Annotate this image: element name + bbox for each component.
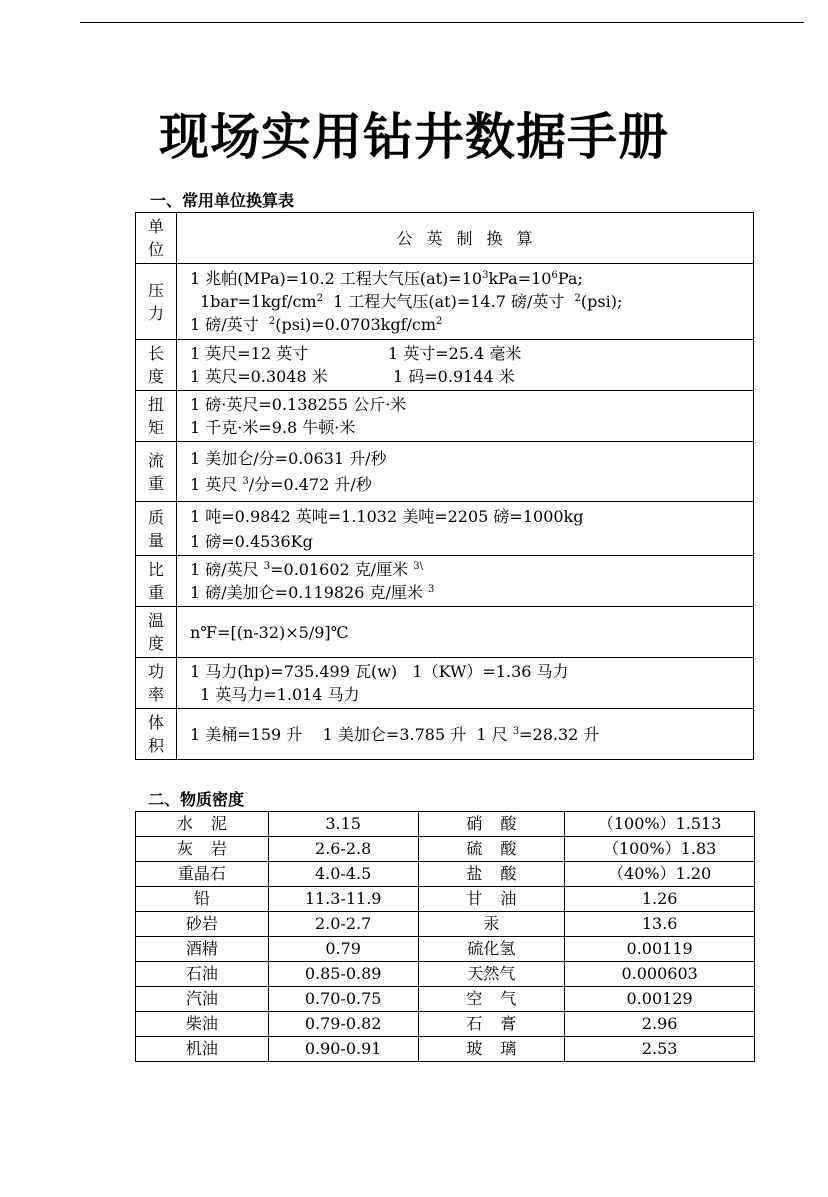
conversion-line: 1 磅=0.4536Kg: [190, 531, 313, 551]
table-row: [136, 658, 754, 709]
conversion-line: 1 千克·米=9.8 牛顿·米: [190, 418, 356, 437]
section-heading-unit-conversion: 一、常用单位换算表: [150, 191, 295, 210]
table-row: [136, 502, 754, 556]
table-header-content: 公英制换算: [177, 213, 754, 264]
substance-name: 重晶石: [136, 862, 269, 887]
table-row: [136, 812, 755, 837]
category-cell: [136, 709, 177, 760]
conversion-cell: [177, 391, 754, 442]
category-cell: [136, 607, 177, 658]
category-char: 度: [147, 367, 164, 386]
table-header-row: [136, 213, 754, 264]
density-value: 0.85-0.89: [268, 962, 418, 987]
density-value: 2.96: [565, 1012, 755, 1037]
substance-name: 铅: [136, 887, 269, 912]
density-table: [135, 811, 755, 1062]
table-row: [136, 937, 755, 962]
substance-name: 甘油: [418, 887, 565, 912]
substance-name: 硫化氢: [418, 937, 565, 962]
category-char: 率: [147, 685, 164, 704]
substance-name: 酒精: [136, 937, 269, 962]
category-char: 矩: [147, 418, 164, 437]
conversion-line: 1 磅·英尺=0.138255 公斤·米: [190, 395, 407, 414]
substance-name: 石膏: [418, 1012, 565, 1037]
category-cell: [136, 391, 177, 442]
category-char: 扭: [147, 395, 164, 414]
conversion-cell: [177, 658, 754, 709]
density-value: （100%）1.513: [565, 812, 755, 837]
density-value: （100%）1.83: [565, 837, 755, 862]
category-char: 体: [147, 713, 164, 732]
category-cell: [136, 502, 177, 556]
density-value: 13.6: [565, 912, 755, 937]
table-row: [136, 391, 754, 442]
conversion-line: 1 美桶=159 升 1 美加仑=3.785 升 1 尺 $^3$=28.32 升: [190, 724, 600, 744]
conversion-line: 1 磅/英寸 $^2(psi)=0.0703kgf/cm^2$: [190, 315, 443, 334]
table-row: [136, 837, 755, 862]
table-row: [136, 912, 755, 937]
category-cell: [136, 340, 177, 391]
substance-name: 汞: [418, 912, 565, 937]
category-char: 积: [147, 736, 164, 755]
density-value: 11.3-11.9: [268, 887, 418, 912]
conversion-line: 1 吨=0.9842 英吨=1.1032 美吨=2205 磅=1000kg: [190, 506, 584, 526]
substance-name: 天然气: [418, 962, 565, 987]
conversion-cell: [177, 607, 754, 658]
substance-name: 汽油: [136, 987, 269, 1012]
table-row: [136, 962, 755, 987]
category-char: 温: [147, 611, 164, 630]
density-value: 2.0-2.7: [268, 912, 418, 937]
table-row: [136, 862, 755, 887]
density-value: 2.53: [565, 1037, 755, 1062]
table-row: [136, 887, 755, 912]
conversion-line: 1 兆帕(MPa)=10.2 工程大气压$(at)=10^3kPa=10^6Pa$;: [190, 269, 583, 288]
category-char: 流: [147, 450, 164, 470]
category-char: 位: [147, 240, 164, 259]
density-value: 3.15: [268, 812, 418, 837]
conversion-cell: [177, 264, 754, 340]
category-cell: [136, 658, 177, 709]
conversion-line: 1 磅/美加仑=0.119826 克/厘米 $^3$: [190, 583, 435, 602]
table-row: [136, 607, 754, 658]
category-char: 单: [147, 217, 164, 236]
conversion-line: 1 英马力=1.014 马力: [200, 685, 360, 704]
substance-name: 水泥: [136, 812, 269, 837]
density-value: 0.00129: [565, 987, 755, 1012]
category-char: 度: [147, 634, 164, 653]
page-title: 现场实用钻井数据手册: [159, 107, 669, 166]
category-cell: [136, 213, 177, 264]
density-value: 0.000603: [565, 962, 755, 987]
conversion-line: n℉=[(n-32)×5/9]℃: [190, 622, 349, 642]
conversion-line: 1 英尺 $^3$/分=0.472 升/秒: [190, 474, 372, 494]
substance-name: 玻璃: [418, 1037, 565, 1062]
category-char: 功: [147, 662, 164, 681]
density-value: 2.6-2.8: [268, 837, 418, 862]
conversion-cell: [177, 340, 754, 391]
substance-name: 砂岩: [136, 912, 269, 937]
category-char: 重: [147, 583, 164, 602]
density-value: （40%）1.20: [565, 862, 755, 887]
conversion-line: $1bar=1kgf/cm^2$ 1 工程大气压(at)=14.7 磅/英寸 $^2$(psi);: [200, 292, 623, 311]
substance-name: 机油: [136, 1037, 269, 1062]
category-char: 力: [147, 303, 164, 323]
category-char: 量: [147, 530, 164, 550]
density-value: 0.79: [268, 937, 418, 962]
density-value: 0.70-0.75: [268, 987, 418, 1012]
category-cell: [136, 442, 177, 502]
substance-name: 盐酸: [418, 862, 565, 887]
table-row: [136, 442, 754, 502]
substance-name: 灰岩: [136, 837, 269, 862]
conversion-line: 1 磅/英尺 $^3$=0.01602 克/厘米 $^{3\backslash}$: [190, 560, 423, 579]
table-row: [136, 1012, 755, 1037]
category-char: 质: [147, 507, 164, 527]
category-cell: [136, 264, 177, 340]
category-cell: [136, 556, 177, 607]
conversion-cell: [177, 709, 754, 760]
unit-conversion-table: [135, 212, 754, 760]
density-value: 0.79-0.82: [268, 1012, 418, 1037]
conversion-cell: [177, 502, 754, 556]
category-char: 压: [147, 280, 164, 300]
substance-name: 柴油: [136, 1012, 269, 1037]
category-char: 长: [147, 344, 164, 363]
top-rule: [80, 22, 804, 23]
conversion-cell: [177, 556, 754, 607]
table-row: [136, 340, 754, 391]
conversion-line: 1 马力(hp)=735.499 瓦(w) 1（KW）=1.36 马力: [190, 662, 569, 681]
substance-name: 硝酸: [418, 812, 565, 837]
table-row: [136, 264, 754, 340]
conversion-line: 1 英尺=0.3048 米 1 码=0.9144 米: [190, 367, 515, 386]
substance-name: 空气: [418, 987, 565, 1012]
density-value: 0.00119: [565, 937, 755, 962]
substance-name: 硫酸: [418, 837, 565, 862]
table-row: [136, 709, 754, 760]
table-row: [136, 556, 754, 607]
substance-name: 石油: [136, 962, 269, 987]
conversion-line: 1 英尺=12 英寸 1 英寸=25.4 毫米: [190, 344, 522, 363]
density-value: 1.26: [565, 887, 755, 912]
conversion-cell: [177, 442, 754, 502]
table-row: [136, 1037, 755, 1062]
category-char: 重: [147, 473, 164, 493]
category-char: 比: [147, 560, 164, 579]
conversion-line: 1 美加仑/分=0.0631 升/秒: [190, 448, 387, 468]
density-value: 0.90-0.91: [268, 1037, 418, 1062]
section-heading-density: 二、物质密度: [148, 790, 245, 809]
table-row: [136, 987, 755, 1012]
density-value: 4.0-4.5: [268, 862, 418, 887]
